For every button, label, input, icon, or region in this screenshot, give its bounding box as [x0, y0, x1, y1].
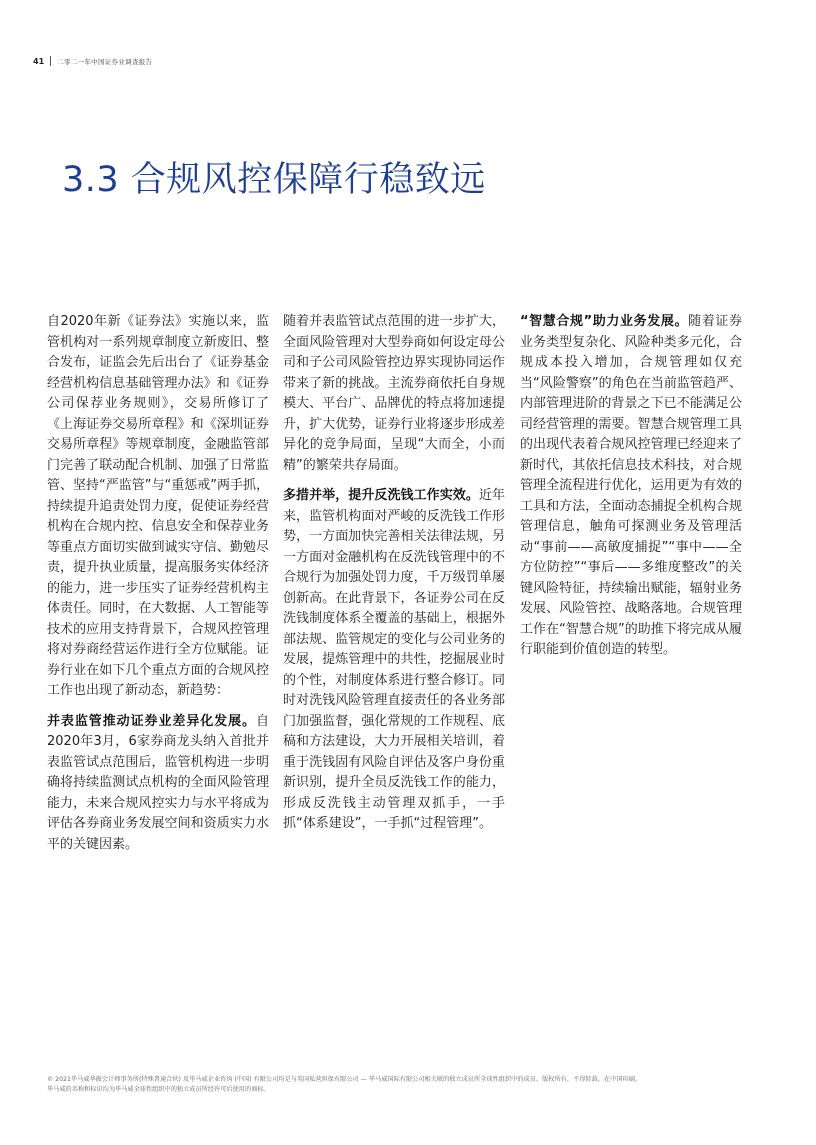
paragraph: 随着并表监管试点范围的进一步扩大，全面风险管理对大型券商如何设定母公司和子公司风险管控边界实现协同运作带来了新的挑战。主流券商依托自身规模大、平台广、品牌优的特点将加速提升，扩大优势，证券行业将逐步形成差异化的竞争局面，呈现“大而全，小而精”的繁荣共存局面。	[283, 314, 505, 473]
section-title: 3.3 合规风控保障行稳致远	[62, 160, 486, 200]
paragraph-heading: “智慧合规”助力业务发展。	[520, 314, 689, 329]
paragraph-body: 随着证券业务类型复杂化、风险种类多元化，合规成本投入增加，合规管理如仅充当“风险警察”的角色在当前监管趋严、内部管理进阶的背景之下已不能满足公司经营管理的需要。智慧合规管理工具的出现代表着合规风控管理已经迎来了新时代，其依托信息技术科技，对合规管理全流程进行优化，运用更为有效的工具和方法，全面动态捕捉全机构合规管理信息，触角可探测业务及管理活动“事前——高敏度捕捉”“事中——全方位防控”“事后——多维度整改”的关键风险特征，持续输出赋能，辐射业务发展、风险管控、战略落地。合规管理工作在“智慧合规”的助推下将完成从履行职能到价值创造的转型。	[520, 314, 742, 657]
paragraph	[47, 712, 269, 856]
trademark-notice: 毕马威的名称和标识均为毕马威全球性组织中的独立成员所经许可后使用的商标。	[47, 1085, 270, 1093]
paragraph-heading: 多措并举，提升反洗钱工作实效。	[283, 488, 479, 503]
text-column-3	[520, 312, 742, 671]
text-column-1	[47, 312, 269, 865]
paragraph-body: 自2020年3月，6家券商龙头纳入首批并表监管试点范围后，监管机构进一步明确将持续监测试点机构的全面风险管理能力，未来合规风控实力与水平将成为评估各券商业务发展空间和资质实力水平的关键因素。	[47, 713, 269, 852]
page-number: 41	[33, 56, 45, 66]
text-column-2	[283, 312, 505, 845]
paragraph	[283, 486, 505, 835]
paragraph	[520, 312, 742, 661]
page-footer	[47, 1075, 787, 1094]
paragraph-heading: 并表监管推动证券业差异化发展。	[47, 713, 256, 729]
report-title: 二零二一年中国证券业调查报告	[57, 57, 153, 66]
header-divider	[50, 56, 51, 66]
paragraph: 自2020年新《证券法》实施以来，监管机构对一系列规章制度立新废旧、整合发布，证监会先后出台了《证券基金经营机构信息基础管理办法》和《证券公司保荐业务规则》，交易所修订了《上海证券交易所章程》和《深圳证券交易所章程》等规章制度，金融监管部门完善了联动配合机制、加强了日常监管、坚持“严监管”与“重惩戒”两手抓，持续提升追责处罚力度，促使证券经营机构在合规内控、信息安全和保荐业务等重点方面切实做到诚实守信、勤勉尽责，提升执业质量，提高服务实体经济的能力，进一步压实了证券经营机构主体责任。同时，在大数据、人工智能等技术的应用支持背景下，合规风控管理将对券商经营运作进行全方位赋能。证券行业在如下几个重点方面的合规风控工作也出现了新动态，新趋势：	[47, 314, 269, 698]
paragraph-body: 近年来，监管机构面对严峻的反洗钱工作形势，一方面加快完善相关法律法规，另一方面对金融机构在反洗钱管理中的不合规行为加强处罚力度，千万级罚单屡创新高。在此背景下，各证券公司在反洗钱制度体系全覆盖的基础上，根据外部法规、监管规定的变化与公司业务的发展，提炼管理中的共性，挖掘展业时的个性，对制度体系进行整合修订。同时对洗钱风险管理直接责任的各业务部门加强监督，强化常规的工作规程、底稿和方法建设，大力开展相关培训，着重于洗钱固有风险自评估及客户身份重新识别，提升全员反洗钱工作的能力，形成反洗钱主动管理双抓手，一手抓“体系建设”，一手抓“过程管理”。	[283, 488, 505, 831]
copyright-notice: © 2021毕马威华振会计师事务所(特殊普通合伙) 及毕马威企业咨询 (中国) 有限公司均是与英国私营担保有限公司 — 毕马威国际有限公司相关联的独立成员所全球性组织中的成员。版权所有，不得转载。在中国印刷。	[47, 1076, 642, 1083]
page-header	[33, 54, 152, 68]
